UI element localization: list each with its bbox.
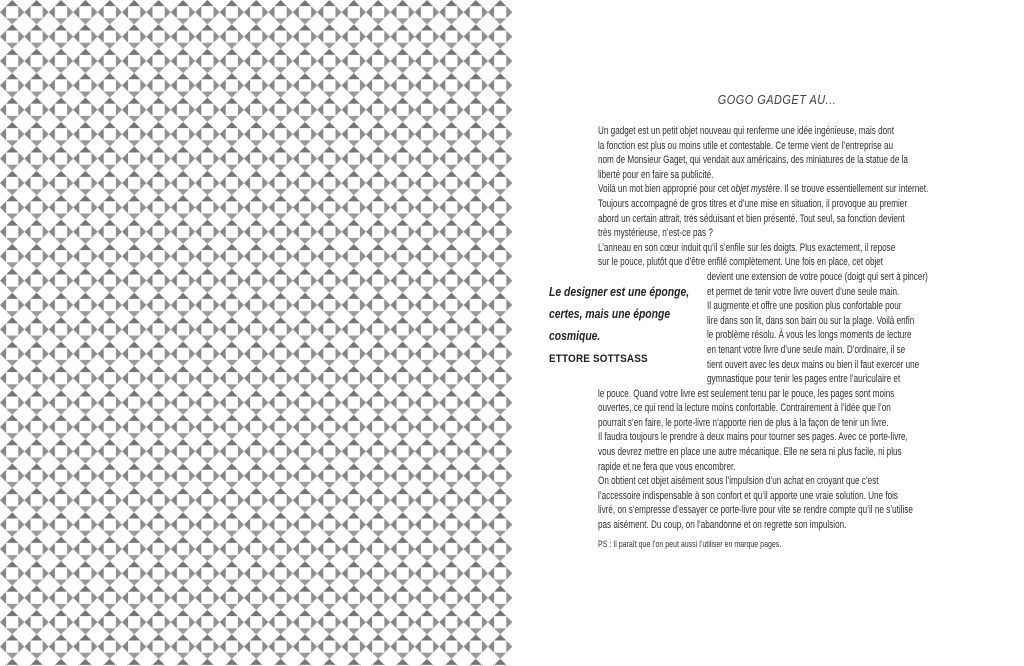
body-text-line (598, 197, 908, 212)
text-run: lire dans son lit, dans son bain ou sur la plage. Voilà enfin (707, 314, 915, 327)
body-text-line (598, 503, 913, 518)
body-text-line (598, 489, 899, 504)
article-body (598, 124, 958, 533)
text-run: ouvertes, ce qui rend la lecture moins confortable. Contrairement à l’idée que l’on (598, 402, 891, 415)
body-text-line (598, 241, 896, 256)
text-run: tient ouvert avec les deux mains ou bien il faut exercer une (707, 358, 920, 371)
pull-quote-line: Le designer est une éponge, (549, 285, 690, 299)
text-run: liberté pour en faire sa publicité. (598, 168, 714, 181)
text-run: L’anneau en son cœur induit qu’il s’enfile sur les doigts. Plus exactement, il repose (598, 241, 896, 254)
text-run: pourrait s’en faire, le porte-livre n’apporte rien de plus à la façon de tenir un livre. (598, 416, 889, 429)
italic-text-run: objet mystère (731, 183, 780, 196)
text-run: Voilà un mot bien approprié pour cet (598, 183, 732, 196)
text-run: nom de Monsieur Gaget, qui vendait aux américains, des miniatures de la statue de la (598, 154, 908, 167)
text-run: l’accessoire indispensable à son confort et qu’il apporte une vraie solution. Une fois (598, 489, 899, 502)
postscript: PS : Il paraît que l’on peut aussi l’utiliser en marque pages. (598, 539, 782, 550)
body-text-line (598, 153, 908, 168)
body-text-line (707, 314, 915, 329)
text-run: la fonction est plus ou moins utile et contestable. Ce terme vient de l’entreprise au (598, 139, 894, 152)
body-text-line (598, 212, 905, 227)
pull-quote-line: certes, mais une éponge (549, 307, 671, 321)
body-text-line (598, 474, 879, 489)
body-text-line (707, 372, 901, 387)
body-text-line (598, 139, 894, 154)
body-text-line (707, 285, 900, 300)
body-text-line (598, 445, 902, 460)
body-text-line (598, 460, 864, 475)
text-page (512, 0, 1024, 666)
text-run: livré, on s’empresse d’essayer ce porte-livre pour vite se rendre compte qu’il ne s’utilise (598, 504, 913, 517)
body-text-line (598, 518, 864, 533)
body-text-line (598, 401, 891, 416)
body-text-line (598, 416, 889, 431)
article-title: GOGO GADGET AU... (717, 92, 837, 107)
text-run: Toujours accompagné de gros titres et d’une mise en situation, il provoque au premier (598, 197, 908, 210)
body-text-line (707, 299, 902, 314)
text-run: . Il se trouve essentiellement sur internet. (779, 183, 929, 196)
body-text-line (598, 124, 894, 139)
text-run: en tenant votre livre d’une seule main. D’ordinaire, il se (707, 343, 906, 356)
text-run: vous devrez mettre en place une autre mécanique. Elle ne sera ni plus facile, ni plus (598, 446, 902, 459)
body-text-line (598, 182, 929, 197)
text-run: Il augmente et offre une position plus confortable pour (707, 300, 902, 313)
text-run: devient une extension de votre pouce (doigt qui sert à pincer) (707, 270, 928, 283)
text-run: gymnastique pour tenir les pages entre l’auriculaire et (707, 373, 901, 386)
body-text-line (598, 430, 908, 445)
body-text-line (598, 226, 864, 241)
body-text-line (598, 255, 884, 270)
body-text-line (707, 270, 928, 285)
pull-quote-line: cosmique. (549, 329, 601, 343)
text-run: le problème résolu. À vous les longs moments de lecture (707, 329, 912, 342)
text-run: abord un certain attrait, très séduisant et bien présenté. Tout seul, sa fonction devient (598, 212, 905, 225)
text-run: On obtient cet objet aisément sous l’impulsion d’un achat en croyant que c’est (598, 475, 879, 488)
body-text-line (707, 328, 912, 343)
text-run: pas aisément. Du coup, on l’abandonne et on regrette son impulsion. (598, 519, 847, 532)
text-run: très mystérieuse, n’est-ce pas ? (598, 227, 713, 240)
text-run: et permet de tenir votre livre ouvert d’une seule main. (707, 285, 900, 298)
text-run: Il faudra toujours le prendre à deux mains pour tourner ses pages. Avec ce porte-livre, (598, 431, 908, 444)
body-text-line (598, 168, 864, 183)
text-run: rapide et ne fera que vous encombrer. (598, 460, 736, 473)
body-text-line (707, 343, 906, 358)
text-run: Un gadget est un petit objet nouveau qui renferme une idée ingénieuse, mais dont (598, 125, 894, 137)
text-run: le pouce. Quand votre livre est seulement tenu par le pouce, les pages sont moins (598, 387, 895, 400)
body-text-line (707, 358, 920, 373)
body-text-line (598, 387, 895, 402)
quote-attribution: ETTORE SOTTSASS (549, 353, 648, 365)
text-run: sur le pouce, plutôt que d’être enfilé complètement. Une fois en place, cet objet (598, 256, 884, 269)
